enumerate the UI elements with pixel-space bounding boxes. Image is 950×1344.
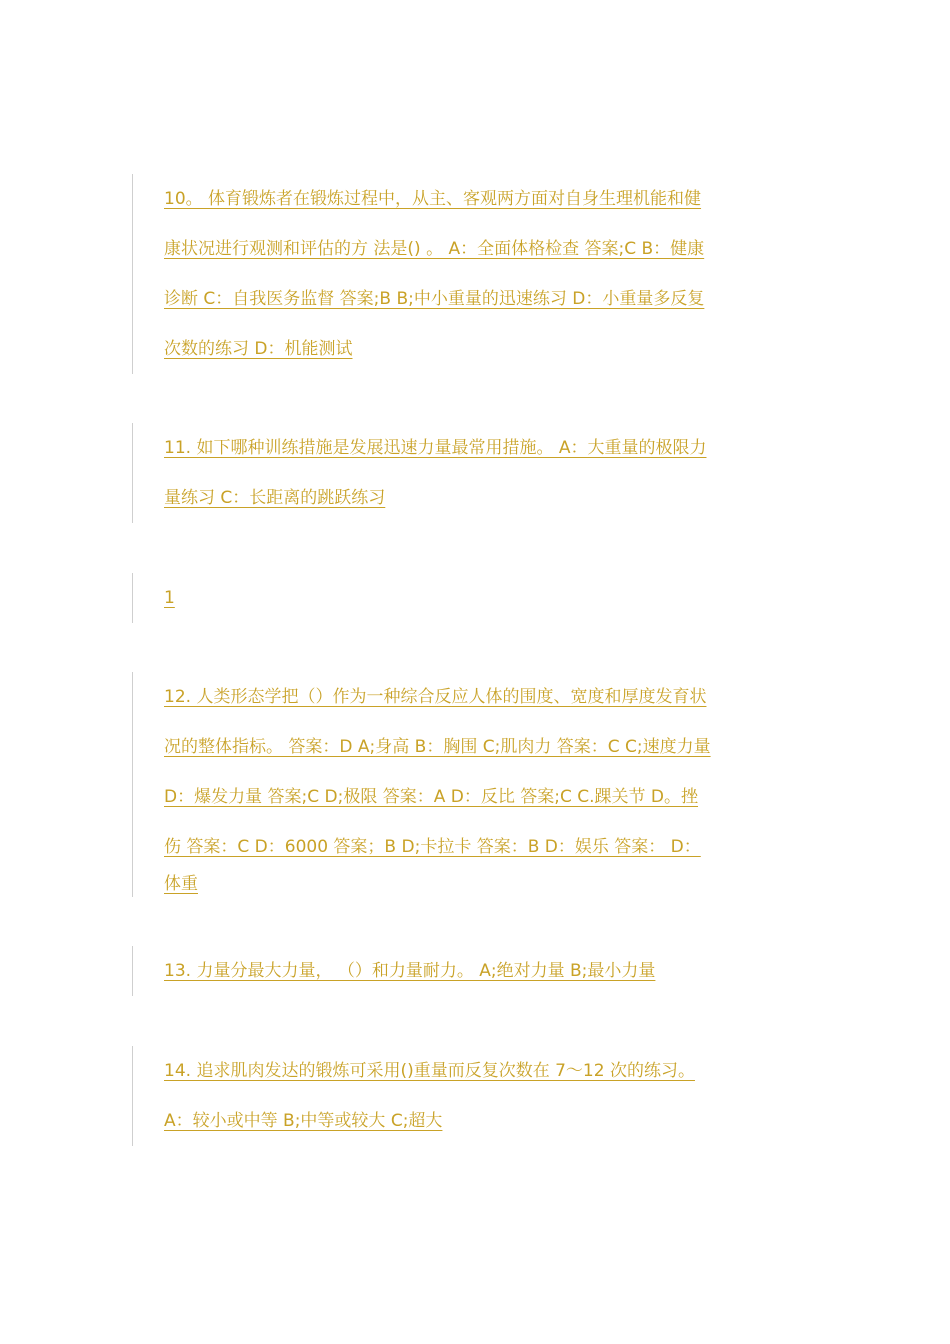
question-13-line-1[interactable]: 13. 力量分最大力量， （）和力量耐力。 A;绝对力量 B;最小力量 [164, 961, 656, 981]
question-11-line-2[interactable]: 量练习 C：长距离的跳跃练习 [164, 488, 386, 508]
question-10-block [132, 174, 704, 374]
question-12-line-4[interactable]: 伤 答案：C D：6000 答案；B D;卡拉卡 答案：B D：娱乐 答案： D： [164, 837, 701, 857]
question-14-block [132, 1046, 695, 1146]
question-14-line-1[interactable]: 14. 追求肌肉发达的锻炼可采用()重量而反复次数在 7～12 次的练习。 [164, 1061, 695, 1081]
question-12-line-5[interactable]: 体重 [164, 874, 198, 894]
question-11-block [132, 423, 706, 523]
question-11-line-1[interactable]: 11. 如下哪种训练措施是发展迅速力量最常用措施。 A：大重量的极限力 [164, 438, 707, 458]
question-10-line-1[interactable]: 10。 体育锻炼者在锻炼过程中，从主、客观两方面对自身生理机能和健 [164, 189, 702, 209]
question-12-block [132, 672, 711, 897]
question-12-line-1[interactable]: 12. 人类形态学把（）作为一种综合反应人体的围度、宽度和厚度发育状 [164, 687, 707, 707]
question-10-line-2[interactable]: 康状况进行观测和评估的方 法是() 。 A：全面体格检查 答案;C B：健康 [164, 239, 705, 259]
page-number-block [132, 573, 175, 623]
question-12-line-3[interactable]: D：爆发力量 答案;C D;极限 答案：A D：反比 答案;C C.踝关节 D。挫 [164, 787, 699, 807]
question-13-block [132, 946, 655, 996]
question-12-line-2[interactable]: 况的整体指标。 答案：D A;身高 B：胸围 C;肌肉力 答案：C C;速度力量 [164, 737, 711, 757]
question-14-line-2[interactable]: A：较小或中等 B;中等或较大 C;超大 [164, 1111, 443, 1131]
page-number[interactable]: 1 [164, 588, 175, 608]
question-10-line-3[interactable]: 诊断 C：自我医务监督 答案;B B;中小重量的迅速练习 D：小重量多反复 [164, 289, 705, 309]
question-10-line-4[interactable]: 次数的练习 D：机能测试 [164, 339, 353, 359]
